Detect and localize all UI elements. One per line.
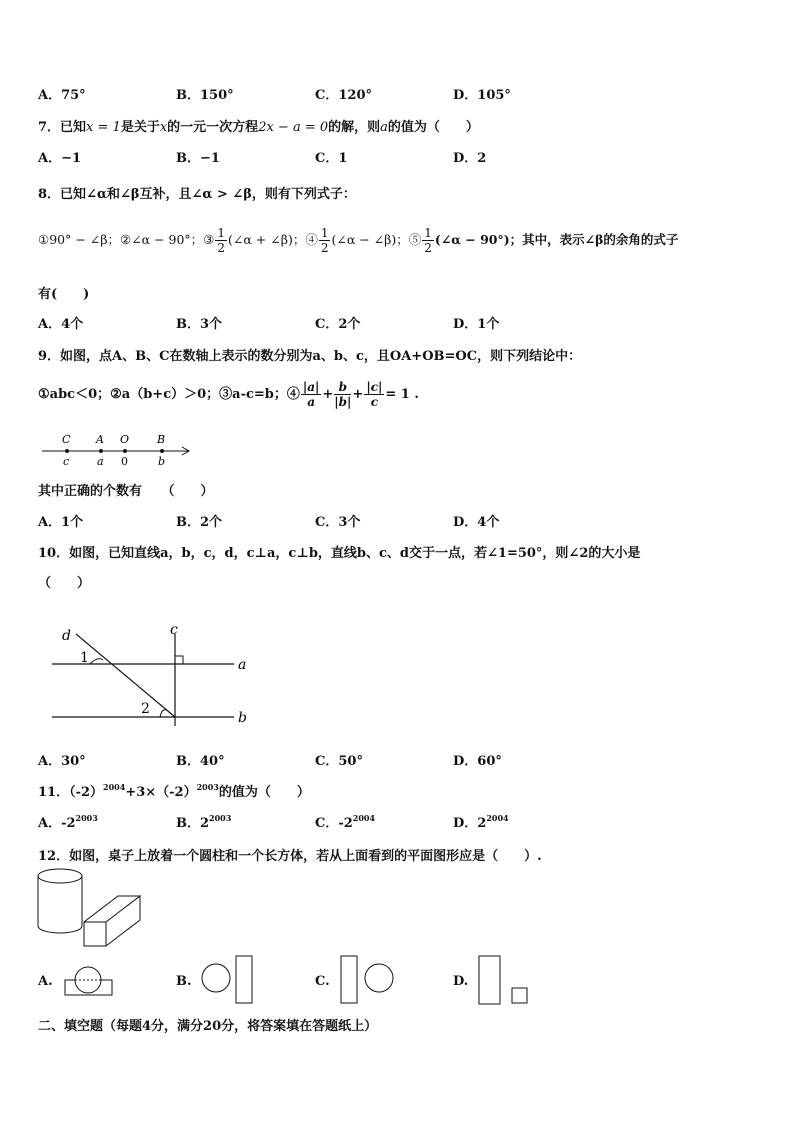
q7-option-a: A．−1 [38,151,82,166]
q11-option-a: A．$-2^{2003}$ [38,813,98,831]
q7-stem: 7．已知x = 1是关于x的一元一次方程2x − a = 0的解，则a的值为（ ） [38,120,479,135]
q6-option-b: B．150° [176,88,234,103]
q9-stem: 9．如图，点A、B、C在数轴上表示的数分别为a、b、c，且OA+OB=OC，则下列结论中： [38,349,582,364]
q8-expressions: ①90° − ∠β；②∠α − 90°；③ $\frac{1}{2}$ (∠α + ∠β)；④ $\frac{1}{2}$ (∠α − ∠β)；⑤ $\frac{1}{2}$ (∠α − 90°)；其中，表示∠β的余角的式子 [38,226,679,255]
label-line-d: d [62,628,71,644]
q10-option-c: C．50° [315,754,363,769]
q9-tail: 其中正确的个数有 （ ） [38,484,214,499]
fraction-half-3: $\frac{1}{2}$ [424,226,432,255]
section-2-heading: 二、填空题（每题4分，满分20分，将答案填在答题纸上） [38,1019,378,1034]
label-angle-2: 2 [141,701,150,717]
q7-option-c: C．1 [315,151,348,166]
q6-option-d: D．105° [453,88,511,103]
q12-option-d-label: D. [453,974,469,989]
axis-label-A: A [96,433,104,446]
q11-option-b: B．$2^{2003}$ [176,813,232,831]
fraction-half-1: $\frac{1}{2}$ [217,226,226,255]
axis-label-B: B [157,433,166,446]
label-line-a: a [238,657,247,673]
q9-statements: ①abc＜0；②a（b+c）＞0；③a-c=b；④ $\frac{|a|}{a}$ + $\frac{b}{|b|}$ + $\frac{|c|}{c}$ = 1 . [38,380,419,409]
fraction-half-2: $\frac{1}{2}$ [320,226,329,255]
q10-option-a: A．30° [38,754,86,769]
q12-option-c-label: C. [315,974,330,989]
label-angle-1: 1 [80,650,89,666]
axis-label-C: C [62,433,71,446]
q8-option-d: D．1个 [453,317,500,332]
label-line-c: c [170,622,178,638]
q8-line2: 有( ) [38,287,90,302]
label-line-b: b [238,710,247,726]
q12-option-b-figure [198,955,258,1005]
q11-stem: 11．$(-2)^{2004}+3\times(-2)^{2003}$的值为（ ） [38,782,310,800]
q10-option-b: B．40° [176,754,225,769]
axis-value-c: c [63,455,70,468]
q11-option-d: D．$2^{2004}$ [453,813,509,831]
q8-option-a: A．4个 [38,317,84,332]
number-line-figure [38,430,198,470]
q11-option-c: C．$-2^{2004}$ [315,813,376,831]
q8-stem: 8．已知∠α和∠β互补，且∠α > ∠β，则有下列式子： [38,187,356,202]
q9-option-d: D．4个 [453,515,500,530]
lines-figure [38,622,268,732]
q9-option-a: A．1个 [38,515,84,530]
q10-line2: （ ） [38,576,91,591]
q8-option-c: C．2个 [315,317,361,332]
q10-option-d: D．60° [453,754,502,769]
q7-option-b: B．−1 [176,151,220,166]
axis-label-O: O [120,433,130,446]
q12-option-b-label: B. [176,974,192,989]
q12-option-a-figure [62,962,114,998]
q7-option-d: D．2 [453,151,487,166]
q12-stem: 12．如图，桌子上放着一个圆柱和一个长方体，若从上面看到的平面图形应是（ ）. [38,849,542,864]
axis-value-0: 0 [121,455,128,468]
q9-option-c: C．3个 [315,515,361,530]
q8-option-b: B．3个 [176,317,223,332]
axis-value-b: b [158,455,166,468]
q10-stem: 10．如图，已知直线a，b，c，d，c⊥a，c⊥b，直线b、c、d交于一点，若∠1=50°，则∠2的大小是 [38,546,641,561]
q12-option-c-figure [338,955,398,1005]
q12-option-a-label: A. [38,974,53,989]
q12-option-d-figure [476,955,536,1007]
axis-value-a: a [97,455,104,468]
q6-option-c: C．120° [315,88,372,103]
cylinder-cuboid-figure [36,866,146,950]
q6-option-a: A．75° [38,88,86,103]
q9-option-b: B．2个 [176,515,223,530]
